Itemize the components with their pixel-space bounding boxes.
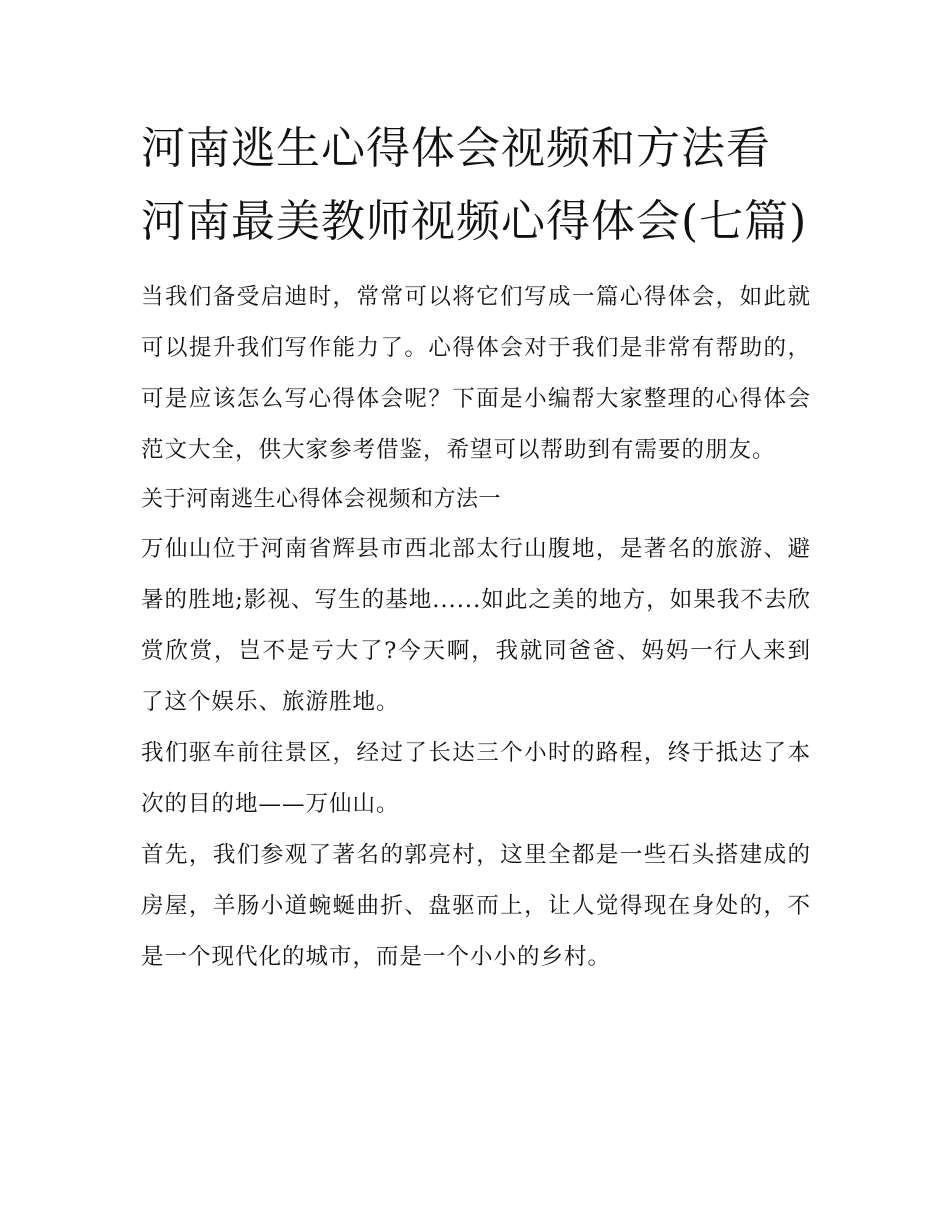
body-paragraph-3: 首先，我们参观了著名的郭亮村，这里全都是一些石头搭建成的房屋，羊肠小道蜿蜒曲折、盘驱而上，让人觉得现在身处的，不是一个现代化的城市，而是一个小小的乡村。 <box>141 842 811 970</box>
section-heading: 关于河南逃生心得体会视频和方法一 <box>141 487 502 512</box>
body-paragraph-1: 万仙山位于河南省辉县市西北部太行山腹地，是著名的旅游、避暑的胜地;影视、写生的基地......如此之美的地方，如果我不去欣赏欣赏，岂不是亏大了?今天啊，我就同爸爸、妈妈一行人来到了这个娱乐、旅游胜地。 <box>141 536 811 715</box>
intro-paragraph: 当我们备受启迪时，常常可以将它们写成一篇心得体会，如此就可以提升我们写作能力了。心得体会对于我们是非常有帮助的，可是应该怎么写心得体会呢？下面是小编帮大家整理的心得体会范文大全，供大家参考借鉴，希望可以帮助到有需要的朋友。 <box>141 284 811 463</box>
document-body <box>141 112 811 983</box>
body-paragraph-2: 我们驱车前往景区，经过了长达三个小时的路程，终于抵达了本次的目的地——万仙山。 <box>141 740 811 817</box>
document-title: 河南逃生心得体会视频和方法看河南最美教师视频心得体会(七篇) <box>141 123 808 247</box>
